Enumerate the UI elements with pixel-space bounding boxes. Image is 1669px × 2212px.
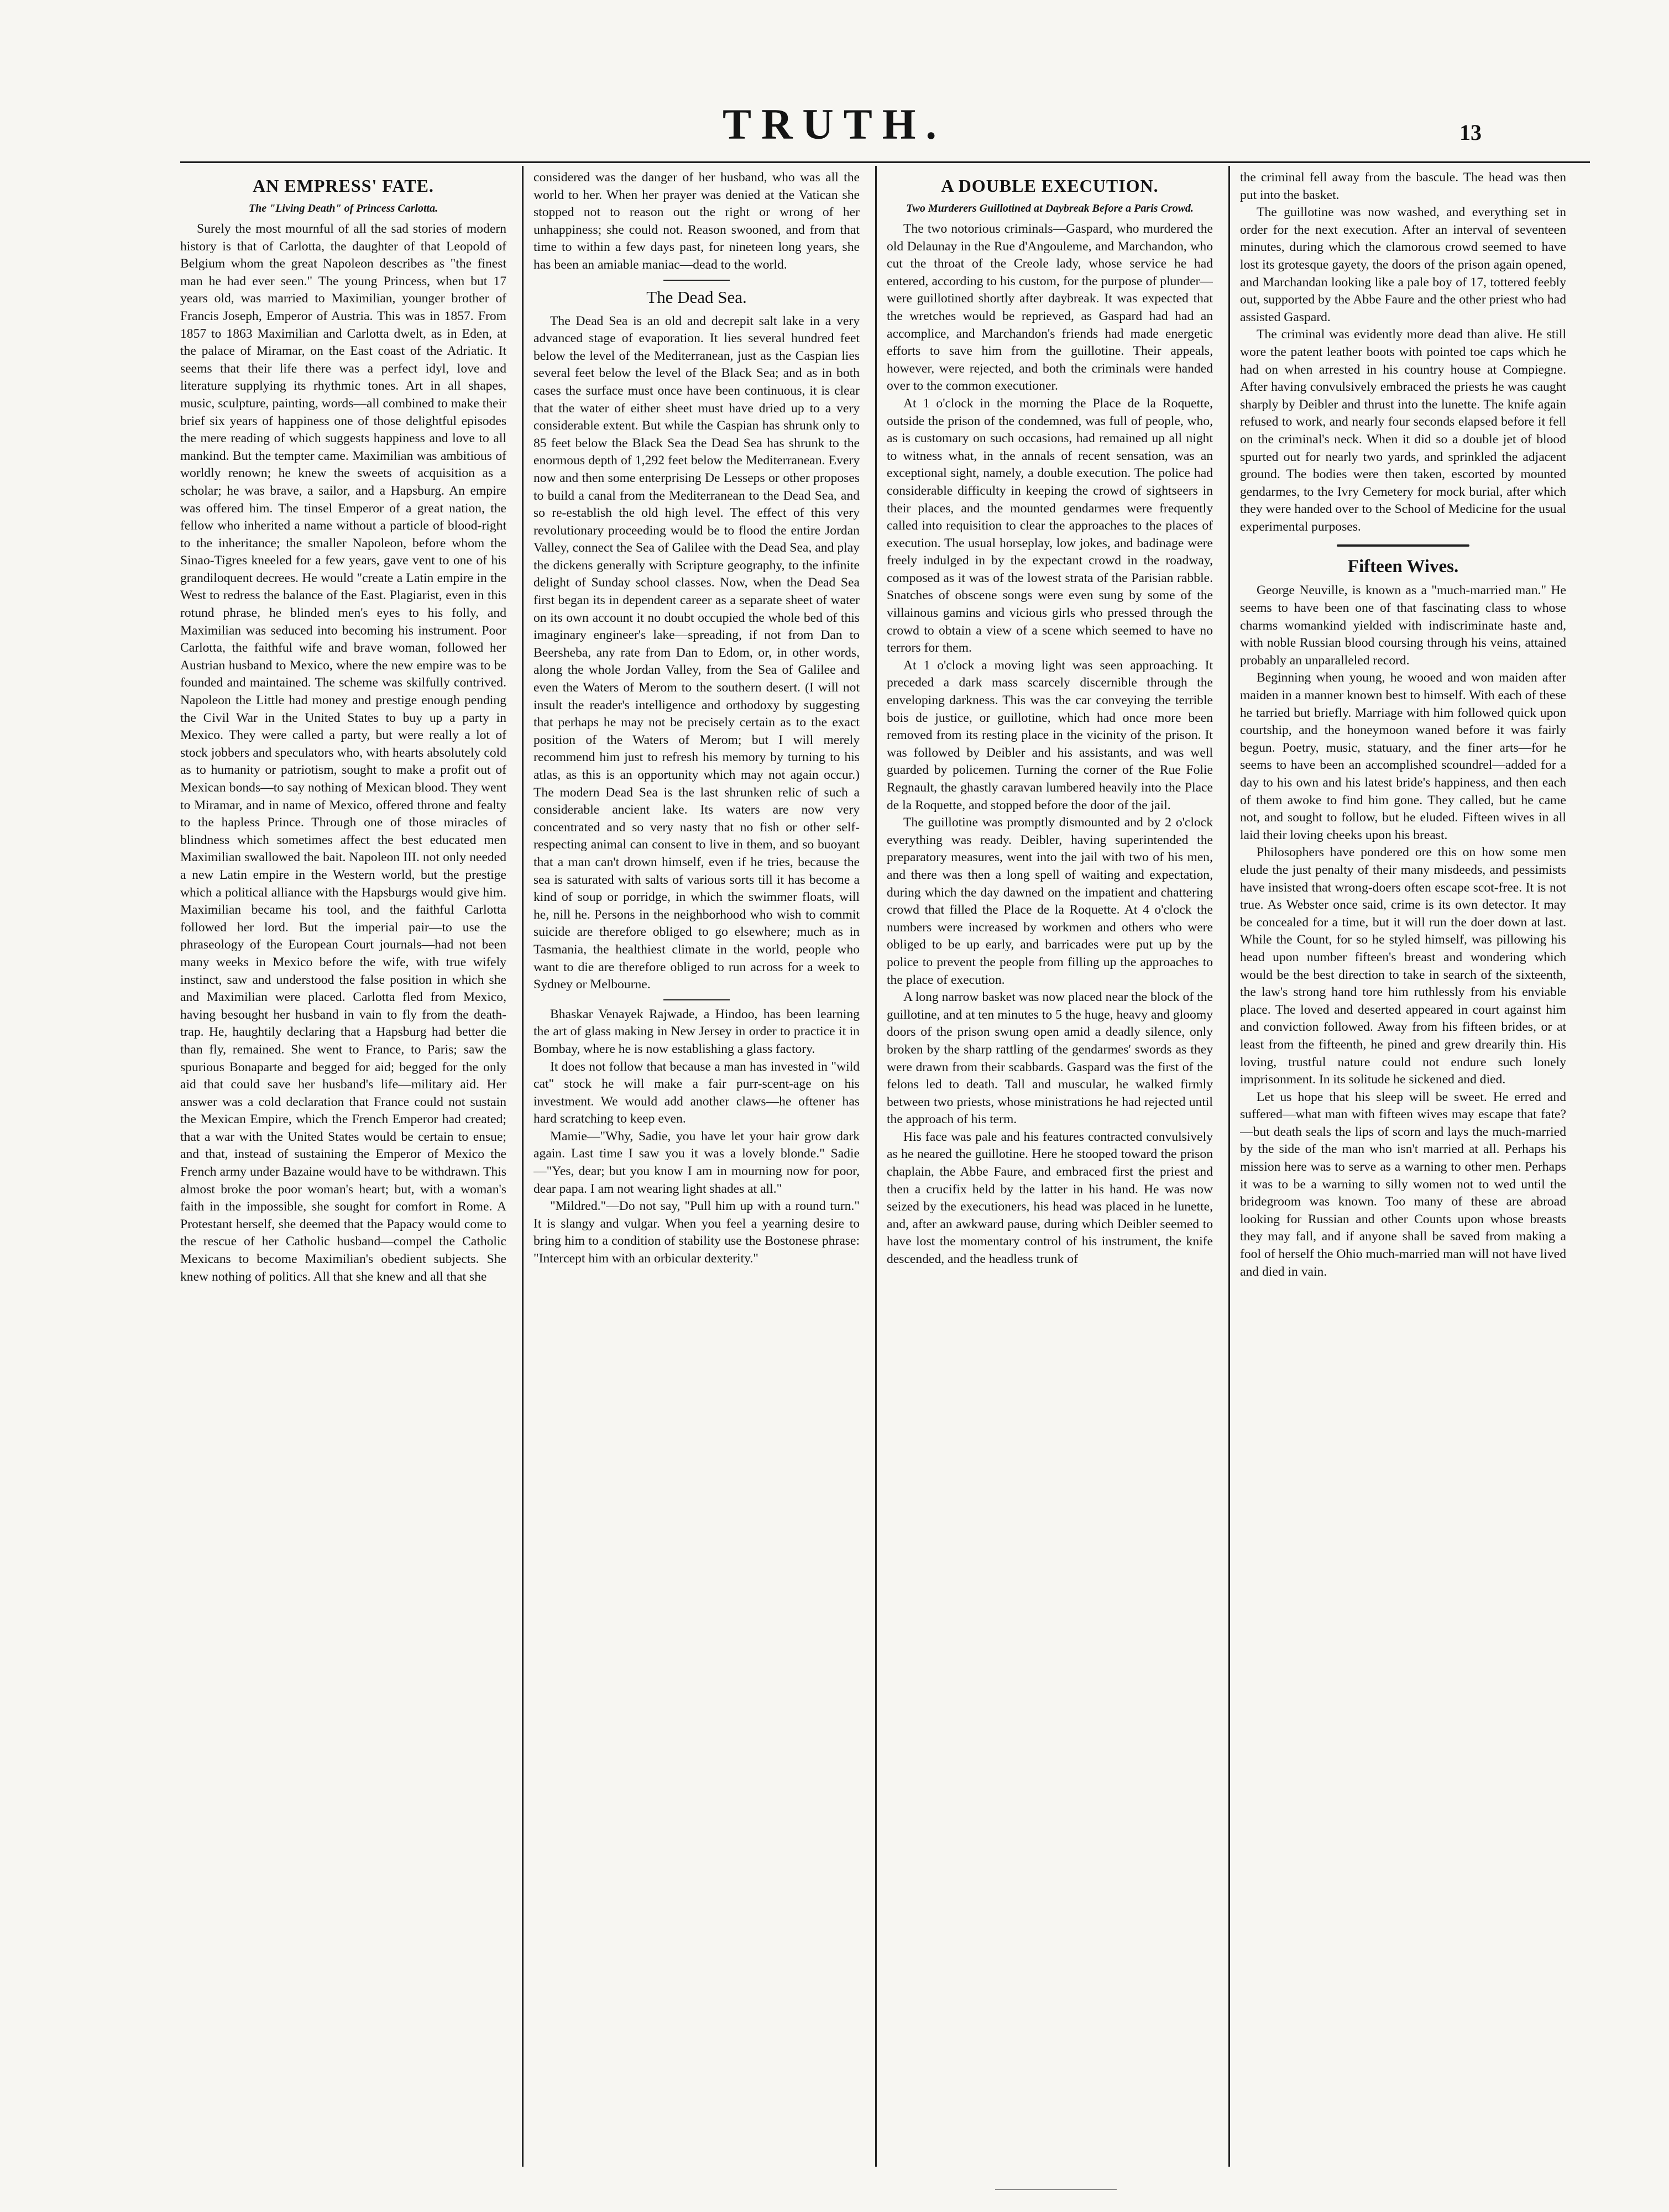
article-divider	[663, 999, 730, 1000]
column-3	[887, 169, 1213, 2187]
empress-headline: AN EMPRESS' FATE.	[253, 176, 434, 196]
wives-paragraph: Philosophers have pondered ore this on how some men elude the just penalty of their many misdeeds, and pessimists have insisted that wrong-doers often escape scot-free. It is not true. As Webster once said, crime is its own detector. It may be concealed for a time, but it will run the doer down at last. While the Count, for so he styled himself, was pillowing his head upon number fifteen's breast and wondering which would be the best direction to take in search of the sixteenth, the law's strong hand tore him ruthlessly from his enviable place. The loved and deserted appeared in court against him and conviction followed. Away from his fifteen brides, or at least from the fifteenth, he pined and grew drearily thin. His loving, trustful nature could not endure such lonely imprisonment. In its solitude he sickened and died.	[1240, 845, 1566, 1087]
execution-continuation: the criminal fell away from the bascule. The head was then put into the basket.	[1240, 170, 1566, 202]
column-1	[180, 169, 506, 2187]
column-rule	[522, 166, 524, 2167]
misc-paragraph: "Mildred."—Do not say, "Pull him up with a round turn." It is slangy and vulgar. When you feel a yearning desire to bring him to a condition of stability use the Bostonese phrase: "Intercept him with an orbicular dexterity."	[533, 1199, 860, 1266]
misc-paragraph: Mamie—"Why, Sadie, you have let your hair grow dark again. Last time I saw you it was a lovely blonde." Sadie—"Yes, dear; but you know I am in mourning now for poor, dear papa. I am not wearing light shades at all."	[533, 1129, 860, 1196]
execution-continuation: The criminal was evidently more dead than alive. He still wore the patent leather boots with pointed toe caps which he had on when arrested in his country house at Compiegne. After having convulsively embraced the priests he was caught sharply by Deibler and thrust into the lunette. The knife again refused to work, and nearly four seconds elapsed before it fell on the criminal's neck. When it did so a double jet of blood spurted out for nearly two yards, and sprinkled the adjacent ground. The bodies were then taken, escorted by mounted gendarmes, to the Ivry Cemetery for mock burial, after which they were handed over to the School of Medicine for the usual experimental purposes.	[1240, 327, 1566, 534]
column-rule	[875, 166, 877, 2167]
column-rule	[1228, 166, 1230, 2167]
execution-continuation: The guillotine was now washed, and everything set in order for the next execution. After an interval of seventeen minutes, during which the clamorous crowd seemed to have lost its grotesque gayety, the doors of the prison again opened, and Marchandan looking like a pale boy of 17, tottered feebly out, supported by the Abbe Faure and the other priest who had assisted Gaspard.	[1240, 205, 1566, 324]
empress-paragraph: Surely the most mournful of all the sad stories of modern history is that of Carlotta, the daughter of that Leopold of Belgium whom the great Napoleon describes as "the finest man he had ever seen." The young Princess, when but 17 years old, was married to Maximilian, younger brother of Francis Joseph, Emperor of Austria. This was in 1857. From 1857 to 1863 Maximilian and Carlotta dwelt, as in Eden, at the palace of Miramar, on the East coast of the Adriatic. It seems that their life there was a perfect idyl, love and literature supplying its rhythmic tones. Art in all shapes, music, sculpture, painting, words—all combined to make their brief six years of happiness one of those delightful episodes the mere reading of which suggests happiness and love to all mankind. But the tempter came. Maximilian was ambitious of worldly renown; he knew the sweets of acquisition as a scholar; he was brave, a sailor, and a Hapsburg. An empire was offered him. The tinsel Emperor of a great nation, the fellow who inherited a name without a particle of blood-right to the inheritance; the smaller Napoleon, before whom the Sinao-Tigres kneeled for a few years, gave vent to one of his grandiloquent decrees. He would "create a Latin empire in the West to redress the balance of the East. Plagiarist, even in this rotund phrase, he blinded men's eyes to his folly, and Maximilian was seduced into becoming his instrument. Poor Carlotta, the faithful wife and brave woman, followed her Austrian husband to Mexico, where the new empire was to be founded and maintained. The scheme was skilfully contrived. Napoleon the Little had money and prestige enough pending the Civil War in the United States to buy up a party in Mexico. They were called a party, but were really a lot of stock jobbers and speculators who, with hearts absolutely cold as to humanity or patriotism, sought to make a profit out of Mexican bonds—to say nothing of Mexican blood. They went to Miramar, and in name of Mexico, offered throne and fealty to the hapless Prince. Through one of those miracles of blindness which sometimes affect the best educated men Maximilian swallowed the bait. Napoleon III. not only needed a new Latin empire in the Western world, but the prestige which a political alliance with the Hapsburgs would give him. Maximilian became his tool, and the faithful Carlotta followed her lord. But the imperial pair—to use the phraseology of the European Court journals—had not been many weeks in Mexico before the wife, with true wifely instinct, saw and understood the false position in which she and Maximilian were placed. Carlotta fled from Mexico, having besought her husband in vain to fly from the death-trap. He, haughtily declaring that a Hapsburg had better die than fly, remained. She went to France, to Paris; saw the spurious Bonaparte and begged for aid; begged for the only aid that could save her husband's life—military aid. Her answer was a cold declaration that France could not sustain the Mexican Empire, which the French Emperor had created; that a war with the United States would be certain to ensue; and that, instead of sustaining the Emperor of Mexico the French army under Bazaine would have to be withdrawn. This almost broke the poor woman's heart; but, with a woman's faith in the impossible, she sought for comfort in Rome. A Protestant herself, she deemed that the Papacy would come to the rescue of her Catholic husband—compel the Catholic Mexicans to become Maximilian's obedient subjects. She knew nothing of politics. All that she knew and all that she	[180, 222, 506, 1284]
empress-continuation: considered was the danger of her husband, who was all the world to her. When her prayer was denied at the Vatican she stopped not to reason out the right or wrong of her unhappiness; she could not. Reason swooned, and from that time to within a few days past, for nineteen long years, she has been an amiable maniac—dead to the world.	[533, 170, 860, 272]
execution-headline: A DOUBLE EXECUTION.	[941, 176, 1159, 196]
page-number: 13	[1459, 120, 1482, 145]
misc-paragraph: Bhaskar Venayek Rajwade, a Hindoo, has been learning the art of glass making in New Jersey in order to practice it in Bombay, where he is now establishing a glass factory.	[533, 1007, 860, 1056]
dead-sea-paragraph: The Dead Sea is an old and decrepit salt lake in a very advanced stage of evaporation. It lies several hundred feet below the level of the Mediterranean, just as the Caspian lies several feet below the level of the Black Sea; and as in both cases the surface must once have been continuous, it is clear that the water of either sheet must have dried up to a very considerable extent. But while the Caspian has shrunk only to 85 feet below the Black Sea the Dead Sea has shrunk to the enormous depth of 1,292 feet below the Mediterranean. Every now and then some enterprising De Lesseps or other proposes to build a canal from the Mediterranean to the Dead Sea, and so re-establish the old high level. The effect of this very revolutionary proceeding would be to flood the entire Jordan Valley, connect the Sea of Galilee with the Dead Sea, and play the dickens generally with Scripture geography, to the infinite delight of Sunday school classes. Now, when the Dead Sea first began its in dependent career as a separate sheet of water on its own account it no doubt occupied the whole bed of this imaginary engineer's lake—spreading, if not from Dan to Beersheba, any rate from Dan to Edom, or, in other words, along the whole Jordan Valley, from the Sea of Galilee and even the Waters of Merom to the southern desert. (I will not insult the reader's intelligence and orthodoxy by suggesting that perhaps he may not be precisely certain as to the exact position of the Waters of Merom; but I will merely recommend him just to refresh his memory by turning to his atlas, as this is an opportunity which may not again occur.) The modern Dead Sea is the last shrunken relic of such a considerable ancient lake. Its waters are now very concentrated and so very nasty that no fish or other self-respecting animal can consent to live in them, and so buoyant that a man can't drown himself, even if he tries, because the sea is saturated with salts of various sorts till it has become a kind of soup or porridge, in which the swimmer floats, will he, nill he. Persons in the neighborhood who wish to commit suicide are therefore obliged to go elsewhere; much as in Tasmania, the healthiest climate in the world, people who want to die are therefore obliged to run across for a week to Sydney or Melbourne.	[533, 313, 860, 992]
execution-paragraph: His face was pale and his features contracted convulsively as he neared the guillotine. Here he stooped toward the prison chaplain, the Abbe Faure, and embraced first the priest and then a crucifix held by the latter in his hand. He was now seized by the executioners, his head was placed in he lunette, and, after an awkward pause, during which Deibler seemed to have lost the momentary control of his instrument, the knife descended, and the headless trunk of	[887, 1129, 1213, 1267]
execution-paragraph: At 1 o'clock in the morning the Place de la Roquette, outside the prison of the condemned, was full of people, who, as is customary on such occasions, had remained up all night to witness what, in the annals of recent sensation, was an exceptional sight, namely, a double execution. The police had considerable difficulty in keeping the crowd of sightseers in their places, and the mounted gendarmes were frequently called into requisition to clear the approaches to the places of execution. The usual horseplay, low jokes, and badinage were freely indulged in by the expectant crowd in the roadway, composed as it was of the lowest strata of the Parisian rabble. Snatches of obscene songs were even sung by some of the villainous gamins and vicious girls who pressed through the crowd to obtain a view of a scene which seemed to have no terrors for them.	[887, 396, 1213, 656]
wives-paragraph: George Neuville, is known as a "much-married man." He seems to have been one of that fascinating class to whose charms womankind yielded with indiscriminate haste and, with noble Russian blood coursing through his veins, attained probably an unparalleled record.	[1240, 583, 1566, 668]
article-divider	[663, 280, 730, 281]
execution-paragraph: The guillotine was promptly dismounted and by 2 o'clock everything was ready. Deibler, having superintended the preparatory measures, went into the jail with two of his men, and there was then a long spell of waiting and expectation, during which the day dawned on the impatient and chattering crowd that filled the Place de la Roquette. At 4 o'clock the numbers were increased by workmen and others who were obliged to be up early, and barricades were put up by the police to prevent the people from filling up the approaches to the place of execution.	[887, 815, 1213, 987]
execution-paragraph: A long narrow basket was now placed near the block of the guillotine, and at ten minutes to 5 the huge, heavy and gloomy doors of the prison swung open amid a deadly silence, only broken by the sharp rattling of the gendarmes' swords as they were drawn from their scabbards. Gaspard was the first of the felons led to death. Tall and muscular, he walked firmly between two priests, whose ministrations he had rejected until the approach of his term.	[887, 990, 1213, 1127]
execution-paragraph: The two notorious criminals—Gaspard, who murdered the old Delaunay in the Rue d'Angouleme, and Marchandon, who cut the throat of the Creole lady, whose service he had entered, according to his custom, for the purpose of plunder—were guillotined shortly after daybreak. It was expected that the wretches would be reprieved, as Gaspard had had an accomplice, and Marchandon's friends had made energetic efforts to save him from the guillotine. Their appeals, however, were rejected, and both the criminals were handed over to the common executioner.	[887, 222, 1213, 394]
empress-subhead: The "Living Death" of Princess Carlotta.	[248, 202, 438, 214]
masthead: TRUTH.	[723, 100, 946, 148]
execution-subhead: Two Murderers Guillotined at Daybreak Before a Paris Crowd.	[906, 202, 1194, 214]
wives-headline: Fifteen Wives.	[1347, 557, 1459, 577]
wives-paragraph: Let us hope that his sleep will be sweet. He erred and suffered—what man with fifteen wives may escape that fate?—but death seals the lips of scorn and lays the much-married by the side of the man who isn't married at all. Perhaps his mission here was to serve as a warning to other men. Perhaps it was to be a warning to silly women not to wed until the bridegroom was known. Too many of these are abroad looking for Russian and other Counts upon whose breasts they may fall, and if anyone shall be saved from making a fool of herself the Ohio much-married man will not have lived and died in vain.	[1240, 1089, 1566, 1279]
execution-paragraph: At 1 o'clock a moving light was seen approaching. It preceded a dark mass scarcely discernible through the enveloping darkness. This was the car conveying the terrible bois de justice, or guillotine, which had once more been removed from its resting place in the vicinity of the prison. It was followed by Deibler and his assistants, and was well guarded by policemen. Turning the corner of the Rue Folie Regnault, the ghastly caravan lumbered heavily into the Place de la Roquette, and stopped before the door of the jail.	[887, 658, 1213, 813]
misc-paragraph: It does not follow that because a man has invested in "wild cat" stock he will make a fair purr-scent-age on his investment. We would add another claws—he oftener has hard scratching to keep even.	[533, 1059, 860, 1126]
footer-rule	[995, 2189, 1117, 2190]
dead-sea-headline: The Dead Sea.	[646, 287, 747, 307]
column-4	[1240, 169, 1566, 2187]
column-2	[533, 169, 860, 2187]
masthead-rule	[180, 161, 1590, 163]
article-divider	[1337, 544, 1469, 547]
wives-paragraph: Beginning when young, he wooed and won maiden after maiden in a manner known best to himself. With each of these he tarried but briefly. Marriage with him followed quick upon courtship, and the honeymoon waned before it was fairly begun. Poetry, music, statuary, and the finer arts—for he seems to have been an accomplished scoundrel—added for a day to his own and his latest bride's happiness, and then each of them awoke to find him gone. They called, but he came not, and sought to follow, but he eluded. Fifteen wives in all laid their loving cheeks upon his breast.	[1240, 670, 1566, 842]
